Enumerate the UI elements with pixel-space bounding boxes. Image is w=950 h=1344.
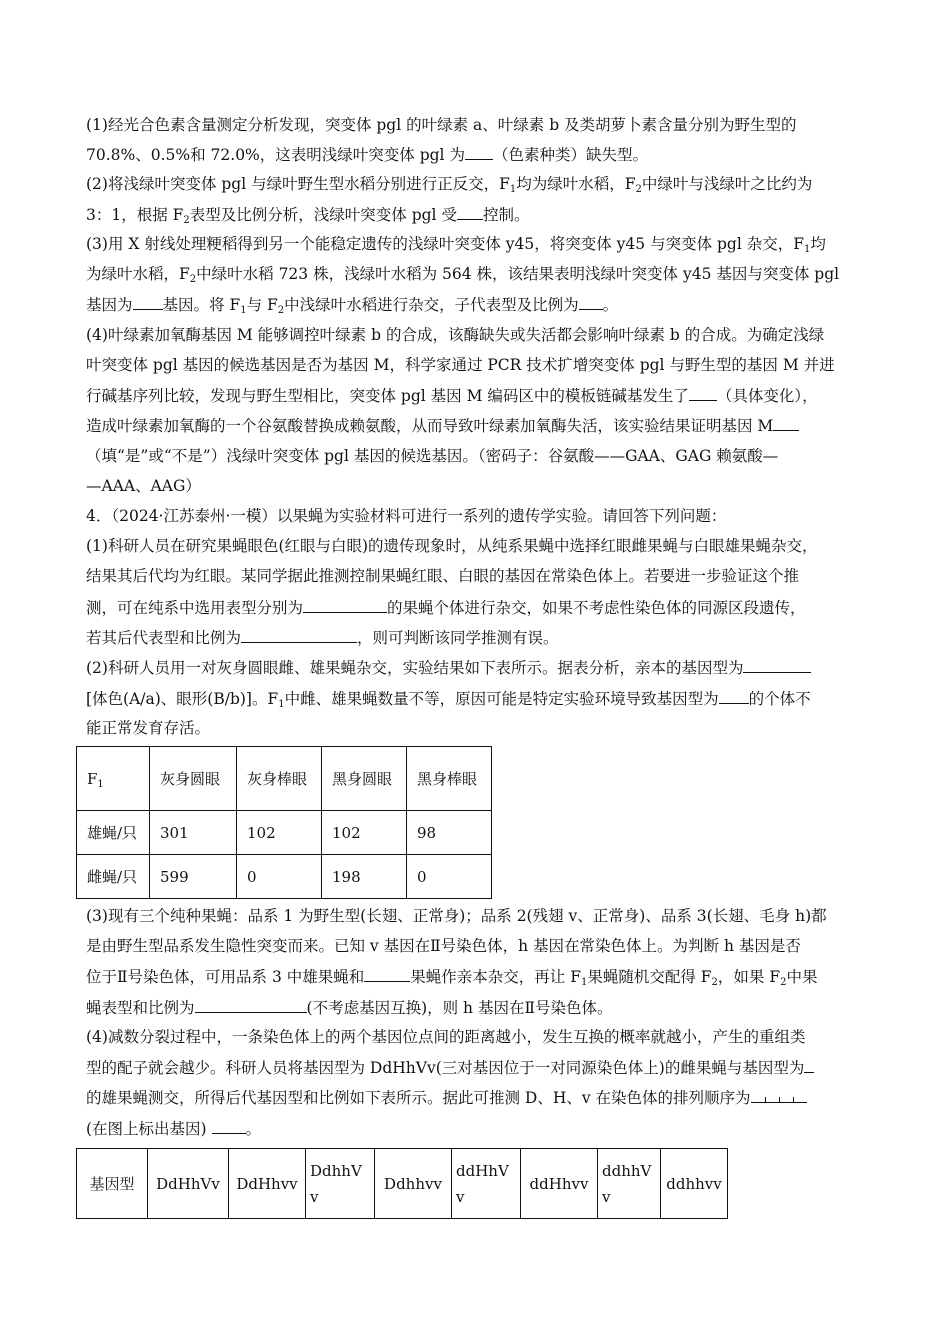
table-row xyxy=(77,811,492,855)
table-cell: 102 xyxy=(322,811,407,855)
answer-blank[interactable] xyxy=(241,626,357,643)
genotype-cell: ddHhvv xyxy=(521,1149,598,1219)
q4-p2-line3: 能正常发育存活。 xyxy=(86,719,211,737)
answer-blank[interactable] xyxy=(195,996,307,1013)
q4-p3-line2: 是由野生型品系发生隐性突变而来。已知 v 基因在Ⅱ号染色体，h 基因在常染色体上。为判断 h 基因是否 xyxy=(86,937,801,955)
q3-p4-line2: 叶突变体 pgl 基因的候选基因是否为基因 M，科学家通过 PCR 技术扩增突变体 pgl 与野生型的基因 M 并进 xyxy=(86,356,835,374)
table-cell: 599 xyxy=(150,855,237,899)
q4-p2-line1: (2)科研人员用一对灰身圆眼雌、雄果蝇杂交，实验结果如下表所示。据表分析，亲本的基因型为 xyxy=(86,656,811,679)
answer-blank[interactable] xyxy=(579,293,603,310)
q3-p4-line3: 行碱基序列比较，发现与野生型相比，突变体 pgl 基因 M 编码区中的模板链碱基发生了 （具体变化）， xyxy=(86,384,818,407)
q4-p2-line2: [体色(A/a)、眼形(B/b)]。$F_1$中雌、雄果蝇数量不等，原因可能是特定实验环境导致基因型为 的个体不 xyxy=(86,687,811,710)
answer-blank[interactable] xyxy=(364,965,410,982)
q3-p4-line5: （填“是”或“不是”）浅绿叶突变体 pgl 基因的候选基因。（密码子：谷氨酸——GAA、GAG 赖氨酸— xyxy=(86,447,779,465)
answer-blank[interactable] xyxy=(457,203,483,220)
q4-p3-line1: (3)现有三个纯种果蝇：品系 1 为野生型(长翅、正常身)；品系 2(残翅 v、正常身)、品系 3(长翅、毛身 h)都 xyxy=(86,907,827,925)
row-label: 雌蝇/只 xyxy=(77,855,150,899)
table-header-cell: 灰身圆眼 xyxy=(150,747,237,811)
q4-p3-line3: 位于Ⅱ号染色体，可用品系 3 中雄果蝇和 果蝇作亲本杂交，再让 $F_1$果蝇随机交配得 $F_2$，如果 $F_2$中果 xyxy=(86,965,817,988)
answer-blank[interactable] xyxy=(719,687,749,704)
answer-blank[interactable] xyxy=(133,293,163,310)
table-label-cell: 基因型 xyxy=(77,1149,148,1219)
q4-p1-line1: (1)科研人员在研究果蝇眼色(红眼与白眼)的遗传现象时，从纯系果蝇中选择红眼雌果蝇与白眼雄果蝇杂交， xyxy=(86,537,818,555)
table-header-cell: 黑身棒眼 xyxy=(407,747,492,811)
answer-blank[interactable] xyxy=(743,656,811,673)
q4-p1-line3: 测，可在纯系中选用表型分别为 的果蝇个体进行杂交，如果不考虑性染色体的同源区段遗传， xyxy=(86,596,806,619)
answer-blank[interactable] xyxy=(773,414,799,431)
genotype-cell: Ddhhvv xyxy=(375,1149,452,1219)
table-cell: 198 xyxy=(322,855,407,899)
table-header-cell: 灰身棒眼 xyxy=(237,747,322,811)
q3-p4-line6: —AAA、AAG） xyxy=(86,477,201,495)
table-cell: 0 xyxy=(237,855,322,899)
q3-p3-line2: 为绿叶水稻，$F_2$中绿叶水稻 723 株，浅绿叶水稻为 564 株，该结果表明浅绿叶突变体 y45 基因与突变体 pgl xyxy=(86,265,840,285)
row-label: 雄蝇/只 xyxy=(77,811,150,855)
table-row xyxy=(77,855,492,899)
answer-blank[interactable] xyxy=(212,1117,246,1134)
answer-blank[interactable] xyxy=(689,384,717,401)
answer-blank[interactable] xyxy=(804,1056,814,1073)
genotype-cell: DdHhVv xyxy=(148,1149,229,1219)
table-cell: 301 xyxy=(150,811,237,855)
q4-p3-line4: 蝇表型和比例为 (不考虑基因互换)，则 h 基因在Ⅱ号染色体。 xyxy=(86,996,612,1019)
q3-p2-line2: 3：1，根据 $F_2$表型及比例分析，浅绿叶突变体 pgl 受 控制。 xyxy=(86,203,529,226)
table-cell: 102 xyxy=(237,811,322,855)
q3-p3-line1: (3)用 X 射线处理粳稻得到另一个能稳定遗传的浅绿叶突变体 y45，将突变体 y45 与突变体 pgl 杂交，$F_1$均 xyxy=(86,235,826,255)
genotype-table xyxy=(76,1148,728,1219)
genotype-cell: ddHhVv xyxy=(452,1149,521,1219)
answer-blank[interactable] xyxy=(465,143,493,160)
q3-p4-line1: (4)叶绿素加氧酶基因 M 能够调控叶绿素 b 的合成，该酶缺失或失活都会影响叶绿素 b 的合成。为确定浅绿 xyxy=(86,326,825,344)
fly-cross-table xyxy=(76,746,492,899)
table-cell: 98 xyxy=(407,811,492,855)
q3-p1-line1: (1)经光合色素含量测定分析发现，突变体 pgl 的叶绿素 a、叶绿素 b 及类胡萝卜素含量分别为野生型的 xyxy=(86,116,797,134)
genotype-cell: DdhhVv xyxy=(306,1149,375,1219)
q4-p4-line4: (在图上标出基因) 。 xyxy=(86,1117,261,1140)
q4-p4-line3: 的雄果蝇测交，所得后代基因型和比例如下表所示。据此可推测 D、H、v 在染色体的排列顺序为 xyxy=(86,1087,807,1109)
q4-p4-line1: (4)减数分裂过程中，一条染色体上的两个基因位点间的距离越小，发生互换的概率就越小，产生的重组类 xyxy=(86,1028,806,1046)
q3-p3-line3: 基因为 基因。将 $F_1$与 $F_2$中浅绿叶水稻进行杂交，子代表型及比例为 。 xyxy=(86,293,618,316)
table-header-cell: 黑身圆眼 xyxy=(322,747,407,811)
q4-p1-line4: 若其后代表型和比例为 ，则可判断该同学推测有误。 xyxy=(86,626,559,649)
q3-p2-line1: (2)将浅绿叶突变体 pgl 与绿叶野生型水稻分别进行正反交，$F_1$均为绿叶水稻，$F_2$中绿叶与浅绿叶之比约为 xyxy=(86,175,813,195)
chromosome-diagram[interactable] xyxy=(751,1088,807,1103)
q3-p4-line4: 造成叶绿素加氧酶的一个谷氨酸替换成赖氨酸，从而导致叶绿素加氧酶失活，该实验结果证明基因 M xyxy=(86,414,799,437)
genotype-cell: ddhhvv xyxy=(661,1149,728,1219)
genotype-cell: ddhhVv xyxy=(598,1149,661,1219)
table-corner-cell: $F_1$ xyxy=(77,747,150,811)
answer-blank[interactable] xyxy=(303,596,387,613)
q4-p1-line2: 结果其后代均为红眼。某同学据此推测控制果蝇红眼、白眼的基因在常染色体上。若要进一步验证这个推 xyxy=(86,567,800,585)
genotype-cell: DdHhvv xyxy=(229,1149,306,1219)
table-cell: 0 xyxy=(407,855,492,899)
q3-p1-line2: 70.8%、0.5%和 72.0%，这表明浅绿叶突变体 pgl 为 （色素种类）缺失型。 xyxy=(86,143,648,166)
q4-header: 4．（2024·江苏泰州·一模）以果蝇为实验材料可进行一系列的遗传学实验。请回答下列问题： xyxy=(86,507,727,525)
q4-p4-line2: 型的配子就会越少。科研人员将基因型为 DdHhVv(三对基因位于一对同源染色体上)的雌果蝇与基因型为 xyxy=(86,1056,814,1079)
